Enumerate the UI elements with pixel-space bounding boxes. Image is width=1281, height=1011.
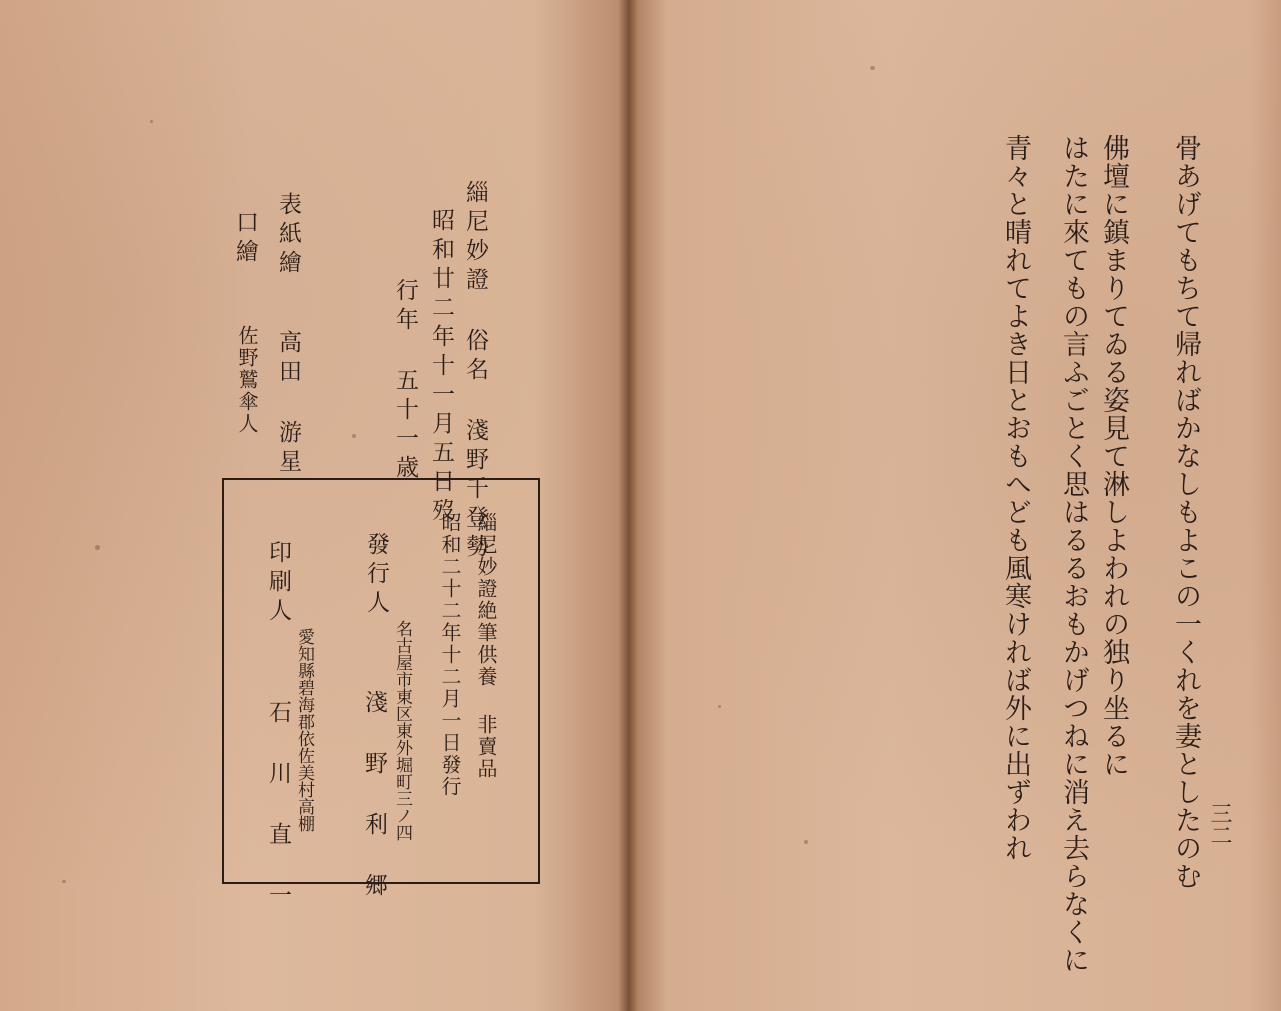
paper-speck [718, 705, 721, 708]
paper-speck [352, 434, 356, 438]
frontispiece-role: 口繪 [232, 210, 258, 268]
printer-name: 石 川 直 一 [265, 700, 291, 912]
cover-art-role: 表紙繪 [275, 192, 301, 279]
deceased-name: 緇尼妙證 俗名 淺野千登勢 [462, 180, 488, 563]
poem-line-1: 骨あげてもちて帰ればかなしもよこの一くれを妻としたのむ [1170, 134, 1201, 890]
poem-line-4: 青々と晴れてよき日とおもへども風寒ければ外に出ずわれ [1000, 134, 1031, 862]
poem-line-2: 佛壇に鎮まりてゐる姿見て淋しよわれの独り坐るに [1098, 134, 1129, 778]
paper-speck [95, 545, 100, 550]
left-page [0, 0, 628, 1011]
publisher-address: 名古屋市東区東外堀町三ノ四 [392, 620, 412, 841]
printer-label: 印刷人 [265, 540, 291, 627]
right-page [628, 0, 1281, 1011]
publication-title: 緇尼妙證絶筆供養 非賣品 [474, 512, 498, 780]
frontispiece-artist: 佐野鷲傘人 [235, 325, 259, 435]
paper-speck [870, 66, 875, 70]
printer-address: 愛知縣碧海郡依佐美村高棚 [294, 628, 314, 832]
poem-line-3: はたに來てもの言ふごとく思はるるおもかげつねに消え去らなくに [1058, 134, 1089, 974]
page-number: 三二 [1207, 802, 1232, 846]
publisher-name: 淺 野 利 郷 [361, 690, 387, 902]
age-at-death: 行年 五十一歳 [392, 278, 418, 484]
paper-speck [150, 120, 153, 123]
book-gutter [618, 0, 638, 1011]
cover-art-artist: 高田 游星 [275, 330, 301, 478]
paper-speck [804, 840, 808, 844]
paper-speck [62, 880, 66, 883]
death-date: 昭和廿二年十一月五日歿 [428, 208, 454, 527]
publisher-label: 發行人 [363, 532, 389, 619]
publication-date: 昭和二十二年十二月一日發行 [438, 512, 462, 798]
